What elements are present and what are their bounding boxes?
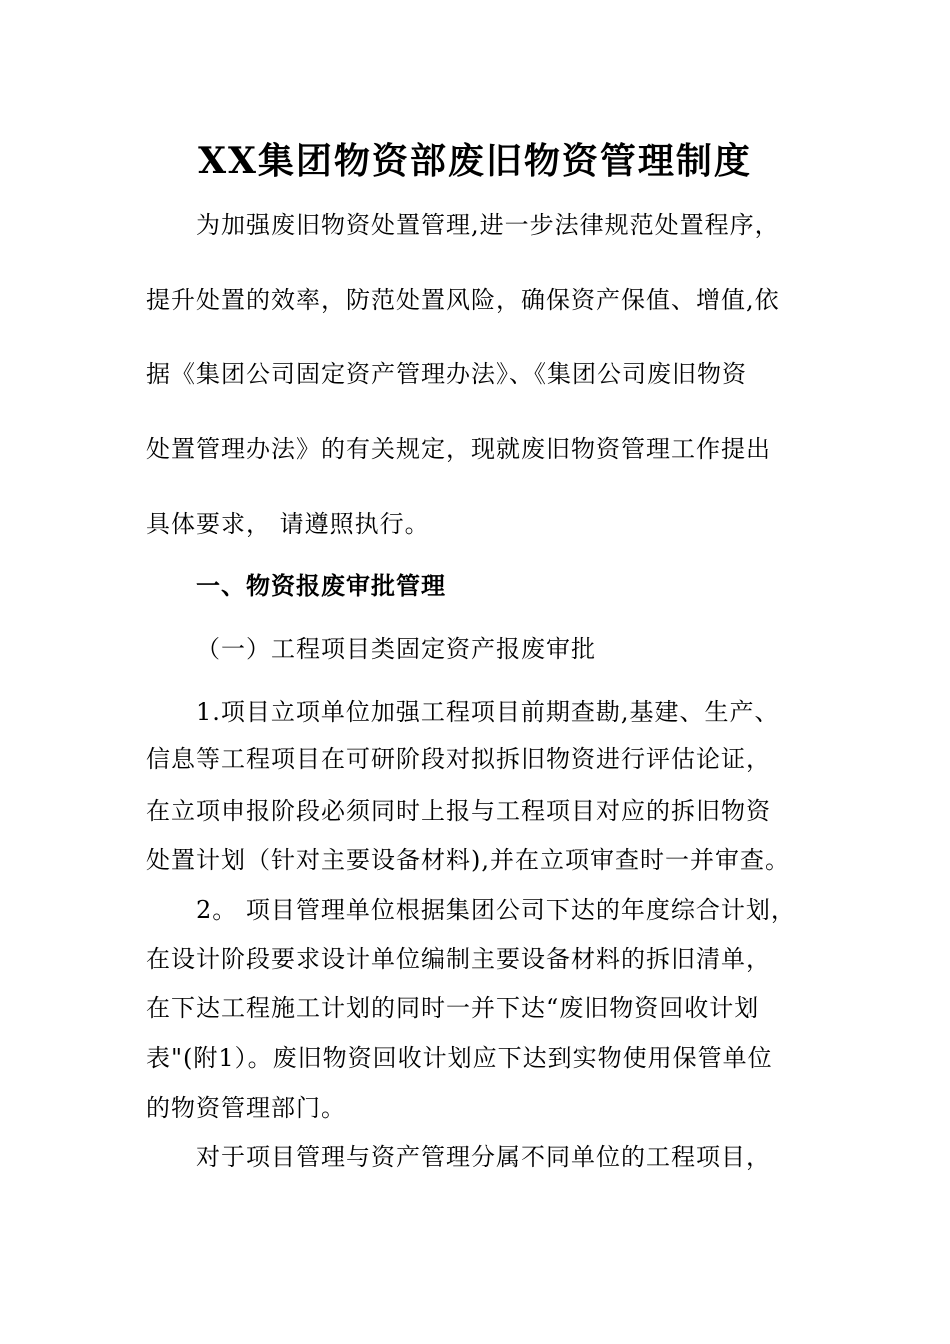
item1-line-4: 处置计划（针对主要设备材料),并在立项审查时一并审查。 xyxy=(146,846,790,874)
intro-line-2: 提升处置的效率，防范处置风险，确保资产保值、增值,依 xyxy=(146,286,780,314)
intro-line-5: 具体要求， 请遵照执行。 xyxy=(146,510,430,538)
intro-line-1: 为加强废旧物资处置管理,进一步法律规范处置程序， xyxy=(196,211,780,239)
item1-line-2: 信息等工程项目在可研阶段对拟拆旧物资进行评估论证， xyxy=(146,745,771,773)
item2-line-2: 在设计阶段要求设计单位编制主要设备材料的拆旧清单， xyxy=(146,945,771,973)
item1-line-3: 在立项申报阶段必须同时上报与工程项目对应的拆旧物资 xyxy=(146,797,771,825)
document-title: XX集团物资部废旧物资管理制度 xyxy=(198,140,752,182)
item2-line-1: 2。 项目管理单位根据集团公司下达的年度综合计划， xyxy=(196,896,796,924)
intro-line-4: 处置管理办法》的有关规定，现就废旧物资管理工作提出 xyxy=(146,435,771,463)
subsection-heading: （一）工程项目类固定资产报废审批 xyxy=(196,635,596,663)
intro-line-3: 据《集团公司固定资产管理办法》、《集团公司废旧物资 xyxy=(146,360,747,388)
item2-line-4: 表"(附1）。废旧物资回收计划应下达到实物使用保管单位 xyxy=(146,1044,773,1072)
item2-line-3: 在下达工程施工计划的同时一并下达“废旧物资回收计划 xyxy=(146,994,760,1022)
item2-line-5: 的物资管理部门。 xyxy=(146,1094,346,1122)
section-heading: 一、物资报废审批管理 xyxy=(196,571,446,600)
item1-line-1: 1.项目立项单位加强工程项目前期查勘,基建、生产、 xyxy=(196,698,780,726)
paragraph3-line-1: 对于项目管理与资产管理分属不同单位的工程项目， xyxy=(196,1143,771,1171)
